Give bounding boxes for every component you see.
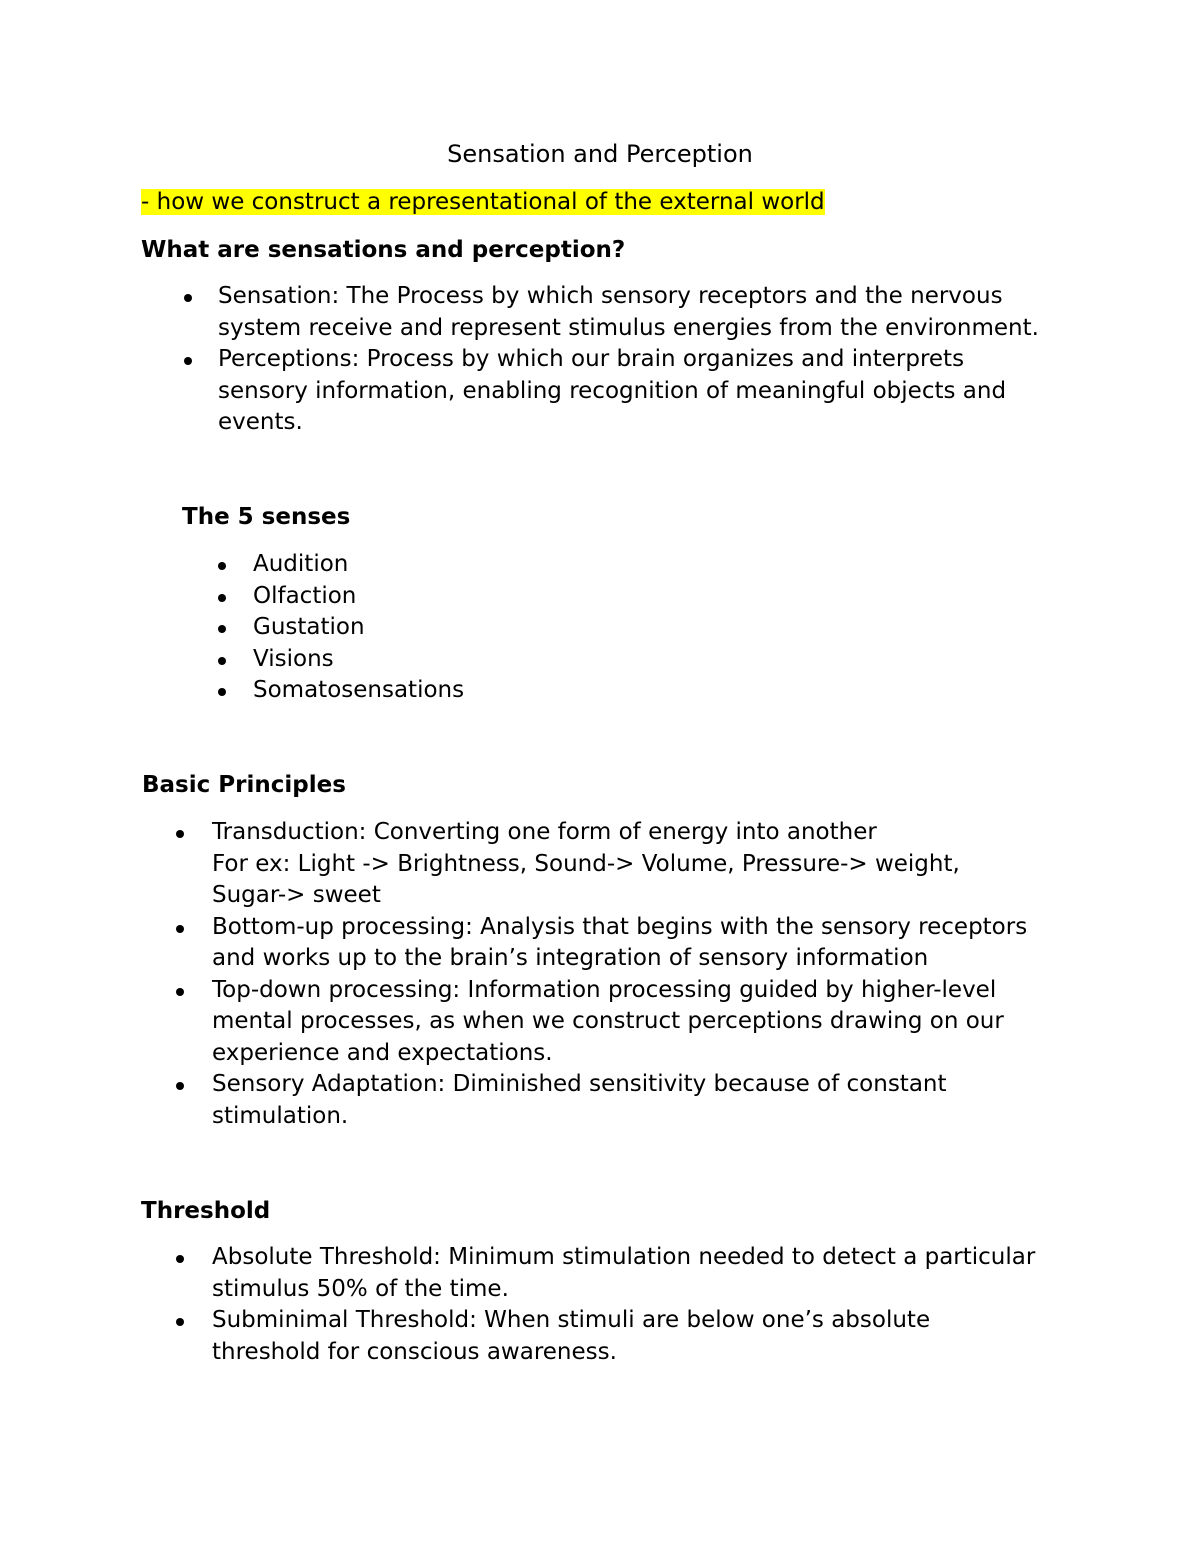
list-item-text: Top-down processing: Information processing guided by higher-level bbox=[212, 976, 997, 1003]
bullet-icon bbox=[176, 988, 184, 996]
list-five-senses bbox=[253, 549, 464, 707]
list-item-text: system receive and represent stimulus energies from the environment. bbox=[218, 314, 1039, 341]
list-item bbox=[218, 281, 1039, 344]
list-item-text: threshold for conscious awareness. bbox=[212, 1338, 617, 1365]
list-item-text: Perceptions: Process by which our brain organizes and interprets bbox=[218, 346, 965, 372]
list-item bbox=[253, 612, 464, 644]
list-item bbox=[253, 644, 464, 676]
list-item bbox=[212, 817, 1027, 912]
bullet-icon bbox=[176, 1255, 184, 1263]
list-item-text: stimulation. bbox=[212, 1102, 349, 1129]
list-item bbox=[218, 344, 1039, 439]
bullet-icon bbox=[176, 1318, 184, 1326]
list-item-text: Sensation: The Process by which sensory receptors and the nervous bbox=[218, 283, 1003, 309]
bullet-icon bbox=[218, 688, 226, 696]
highlighted-subtitle-text: - how we construct a representational of the external world bbox=[141, 189, 825, 215]
list-item-text: For ex: Light -> Brightness, Sound-> Volume, Pressure-> weight, bbox=[212, 850, 960, 877]
list-item bbox=[253, 581, 464, 613]
document-title: Sensation and Perception bbox=[447, 140, 753, 168]
bullet-icon bbox=[218, 594, 226, 602]
list-item bbox=[212, 912, 1027, 975]
list-item-text: Absolute Threshold: Minimum stimulation needed to detect a particular bbox=[212, 1244, 1036, 1270]
list-item bbox=[212, 1305, 1035, 1368]
section-heading-threshold: Threshold bbox=[141, 1198, 271, 1224]
list-basic-principles bbox=[212, 817, 1027, 1132]
bullet-icon bbox=[184, 357, 192, 365]
list-item-text: Audition bbox=[253, 551, 349, 577]
list-item-text: stimulus 50% of the time. bbox=[212, 1275, 509, 1302]
bullet-icon bbox=[184, 294, 192, 302]
list-item-text: events. bbox=[218, 409, 303, 435]
section-heading-basic-principles: Basic Principles bbox=[142, 772, 346, 798]
list-item-text: and works up to the brain’s integration of sensory information bbox=[212, 945, 929, 971]
list-item-text: Gustation bbox=[253, 614, 365, 640]
list-item-text: sensory information, enabling recognition of meaningful objects and bbox=[218, 377, 1007, 404]
list-item-text: Somatosensations bbox=[253, 677, 465, 703]
list-item bbox=[212, 1242, 1035, 1305]
list-item-text: Bottom-up processing: Analysis that begins with the sensory receptors bbox=[212, 913, 1028, 940]
list-item-text: Visions bbox=[253, 645, 334, 672]
bullet-icon bbox=[176, 1082, 184, 1090]
list-item-text: Olfaction bbox=[253, 582, 357, 609]
bullet-icon bbox=[218, 657, 226, 665]
list-item bbox=[253, 675, 464, 707]
list-item-text: Sensory Adaptation: Diminished sensitivity because of constant bbox=[212, 1071, 947, 1097]
section-heading-five-senses: The 5 senses bbox=[182, 504, 351, 530]
list-item bbox=[253, 549, 464, 581]
list-item-text: experience and expectations. bbox=[212, 1039, 553, 1066]
list-item-text: Sugar-> sweet bbox=[212, 882, 381, 908]
list-sensations-perception bbox=[218, 281, 1039, 439]
bullet-icon bbox=[176, 925, 184, 933]
bullet-icon bbox=[176, 830, 184, 838]
list-item-text: mental processes, as when we construct perceptions drawing on our bbox=[212, 1008, 1004, 1034]
list-threshold bbox=[212, 1242, 1035, 1368]
section-heading-sensations-perception: What are sensations and perception? bbox=[141, 237, 626, 263]
document-subtitle bbox=[141, 186, 825, 218]
list-item-text: Transduction: Converting one form of energy into another bbox=[212, 819, 877, 845]
bullet-icon bbox=[218, 625, 226, 633]
list-item bbox=[212, 1069, 1027, 1132]
bullet-icon bbox=[218, 562, 226, 570]
list-item bbox=[212, 975, 1027, 1070]
list-item-text: Subminimal Threshold: When stimuli are below one’s absolute bbox=[212, 1307, 931, 1333]
